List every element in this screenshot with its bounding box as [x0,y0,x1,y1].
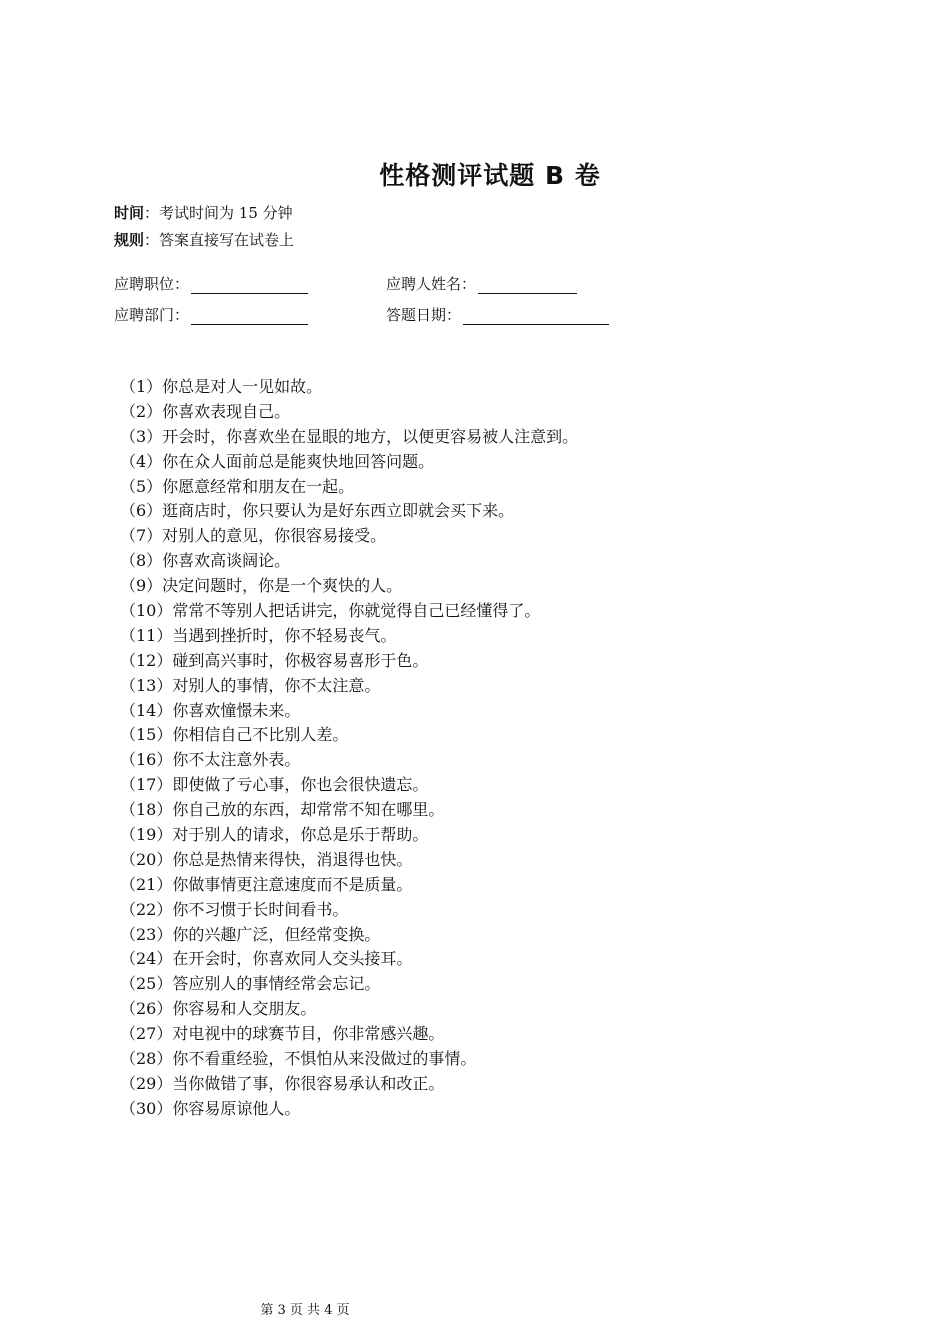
time-line [114,202,293,223]
question-item: （2）你喜欢表现自己。 [120,401,291,421]
question-item: （6）逛商店时，你只要认为是好东西立即就会买下来。 [120,501,515,521]
rules-line [114,229,294,250]
question-item: （7）对别人的意见，你很容易接受。 [120,526,387,546]
time-label: 时间 [114,204,145,222]
question-item: （5）你愿意经常和朋友在一起。 [120,476,355,496]
date-field [386,304,609,325]
question-item: （20）你总是热情来得快，消退得也快。 [120,849,413,869]
question-item: （12）碰到高兴事时，你极容易喜形于色。 [120,650,429,670]
question-item: （21）你做事情更注意速度而不是质量。 [120,874,413,894]
department-blank[interactable] [191,310,308,325]
date-label: 答题日期： [386,306,462,324]
time-value: ：考试时间为 15 分钟 [144,204,293,222]
question-item: （16）你不太注意外表。 [120,750,301,770]
name-field [386,273,577,294]
question-list [120,375,880,1122]
question-item: （18）你自己放的东西，却常常不知在哪里。 [120,800,445,820]
question-item: （14）你喜欢憧憬未来。 [120,700,301,720]
question-item: （27）对电视中的球赛节目，你非常感兴趣。 [120,1024,445,1044]
page-title: 性格测评试题 B 卷 [379,161,601,190]
department-label: 应聘部门： [114,306,190,324]
question-item: （26）你容易和人交朋友。 [120,999,317,1019]
page-footer: 第 3 页 共 4 页 [260,1303,350,1318]
position-field [114,273,308,294]
question-item: （15）你相信自己不比别人差。 [120,725,349,745]
question-item: （17）即使做了亏心事，你也会很快遗忘。 [120,775,429,795]
question-item: （3）开会时，你喜欢坐在显眼的地方，以便更容易被人注意到。 [120,426,579,446]
question-item: （19）对于别人的请求，你总是乐于帮助。 [120,825,429,845]
question-item: （30）你容易原谅他人。 [120,1098,301,1118]
question-item: （8）你喜欢高谈阔论。 [120,551,291,571]
question-item: （4）你在众人面前总是能爽快地回答问题。 [120,451,435,471]
name-label: 应聘人姓名： [386,275,477,293]
question-item: （25）答应别人的事情经常会忘记。 [120,974,381,994]
question-item: （11）当遇到挫折时，你不轻易丧气。 [120,625,397,645]
question-item: （28）你不看重经验，不惧怕从来没做过的事情。 [120,1049,477,1069]
date-blank[interactable] [463,310,609,325]
question-item: （1）你总是对人一见如故。 [120,377,323,396]
position-label: 应聘职位： [114,275,190,293]
question-item: （23）你的兴趣广泛，但经常变换。 [120,924,381,944]
question-item: （10）常常不等别人把话讲完，你就觉得自己已经懂得了。 [120,601,541,621]
question-item: （9）决定问题时，你是一个爽快的人。 [120,576,403,596]
question-item: （22）你不习惯于长时间看书。 [120,899,349,919]
name-blank[interactable] [478,279,577,294]
position-blank[interactable] [191,279,308,294]
rules-value: ：答案直接写在试卷上 [144,231,295,249]
question-item: （24）在开会时，你喜欢同人交头接耳。 [120,949,413,969]
rules-label: 规则 [114,231,145,249]
question-item: （13）对别人的事情，你不太注意。 [120,675,381,695]
department-field [114,304,308,325]
question-item: （29）当你做错了事，你很容易承认和改正。 [120,1073,445,1093]
